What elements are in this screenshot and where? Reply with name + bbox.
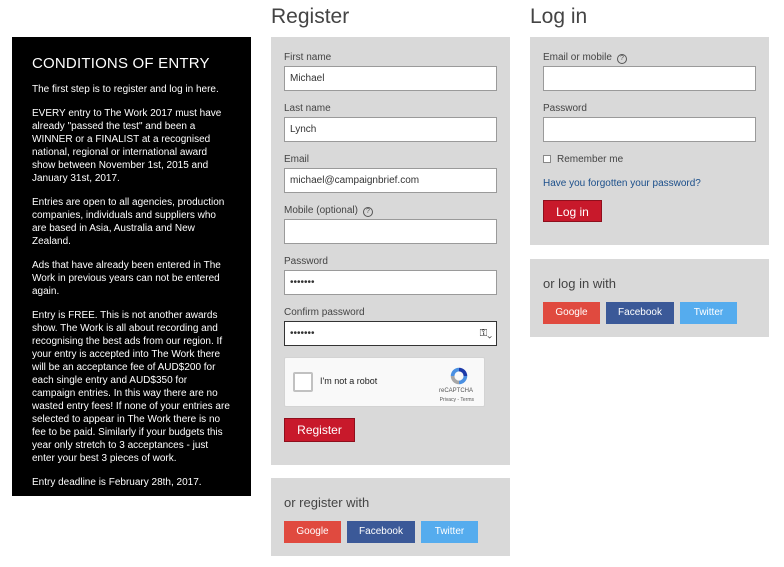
recaptcha-privacy-terms[interactable]: Privacy - Terms <box>439 397 474 403</box>
register-facebook-button[interactable]: Facebook <box>347 521 415 543</box>
email-label: Email <box>284 154 310 165</box>
help-circle-icon[interactable]: ? <box>617 54 627 64</box>
recaptcha-widget <box>284 357 485 407</box>
password-label: Password <box>284 256 328 267</box>
conditions-paragraph: Ads that have already been entered in The Work in previous years can not be entered again. <box>32 260 221 297</box>
key-icon[interactable]: ⚿⌄ <box>479 328 492 339</box>
register-heading: Register <box>271 5 350 28</box>
conditions-title: CONDITIONS OF ENTRY <box>32 55 210 72</box>
last-name-label: Last name <box>284 103 331 114</box>
login-facebook-button[interactable]: Facebook <box>606 302 674 324</box>
help-circle-icon[interactable]: ? <box>363 207 373 217</box>
login-with-panel <box>530 259 769 337</box>
login-google-button[interactable]: Google <box>543 302 600 324</box>
email-input[interactable] <box>284 168 497 193</box>
first-name-label: First name <box>284 52 332 63</box>
conditions-paragraph: The first step is to register and log in here. <box>32 84 219 95</box>
recaptcha-brand: reCAPTCHA <box>438 388 473 394</box>
conditions-paragraph: Entries are open to all agencies, production companies, individuals and suppliers who are based in Asia, Australia and New Zealand. <box>32 197 225 247</box>
recaptcha-checkbox[interactable] <box>293 372 313 392</box>
confirm-password-value: ••••••• <box>290 328 315 339</box>
login-with-title: or log in with <box>543 276 616 291</box>
login-form <box>530 37 769 245</box>
login-password-input[interactable] <box>543 117 756 142</box>
remember-me-label: Remember me <box>557 154 624 165</box>
register-with-title: or register with <box>284 495 370 510</box>
password-input[interactable] <box>284 270 497 295</box>
first-name-input[interactable] <box>284 66 497 91</box>
conditions-paragraph: Entry deadline is February 28th, 2017. <box>32 477 202 488</box>
register-with-panel <box>271 478 510 556</box>
confirm-password-label: Confirm password <box>284 307 365 318</box>
login-email-label: Email or mobile <box>543 52 612 63</box>
register-form <box>271 37 510 465</box>
remember-me-checkbox[interactable] <box>543 155 551 163</box>
register-button[interactable]: Register <box>284 418 355 442</box>
register-google-button[interactable]: Google <box>284 521 341 543</box>
recaptcha-logo-icon <box>448 365 470 387</box>
recaptcha-label: I'm not a robot <box>320 376 378 386</box>
login-twitter-button[interactable]: Twitter <box>680 302 737 324</box>
login-email-label-row <box>543 52 627 64</box>
conditions-paragraph: EVERY entry to The Work 2017 must have already "passed the test" and been a WINNER or a FINALIST at a recognised national, regional or international award show between November 1st, 2015 and January 31st, 2017. <box>32 108 222 184</box>
last-name-input[interactable] <box>284 117 497 142</box>
remember-me-row[interactable] <box>543 154 623 165</box>
login-password-label: Password <box>543 103 587 114</box>
conditions-panel <box>12 37 251 496</box>
forgot-password-link[interactable]: Have you forgotten your password? <box>543 178 701 189</box>
login-email-input[interactable] <box>543 66 756 91</box>
mobile-label: Mobile (optional) <box>284 205 358 216</box>
confirm-password-input[interactable] <box>284 321 497 346</box>
login-button[interactable]: Log in <box>543 200 602 222</box>
login-heading: Log in <box>530 5 588 28</box>
conditions-paragraph: Entry is FREE. This is not another awards show. The Work is all about recording and recognising the best ads from our region. If your entry is accepted into The Work there will be an acceptance fee of AUD$200 for each single entry and AUD$350 for campaign entries. In this way there are no wasted entry fees! If none of your entries are selected to appear in The Work there is no fee to be paid. Similarly if your budgets this year only stretch to 3 acceptances - just enter your best 3 pieces of work. <box>32 310 230 464</box>
mobile-label-row <box>284 205 373 217</box>
mobile-input[interactable] <box>284 219 497 244</box>
register-twitter-button[interactable]: Twitter <box>421 521 478 543</box>
